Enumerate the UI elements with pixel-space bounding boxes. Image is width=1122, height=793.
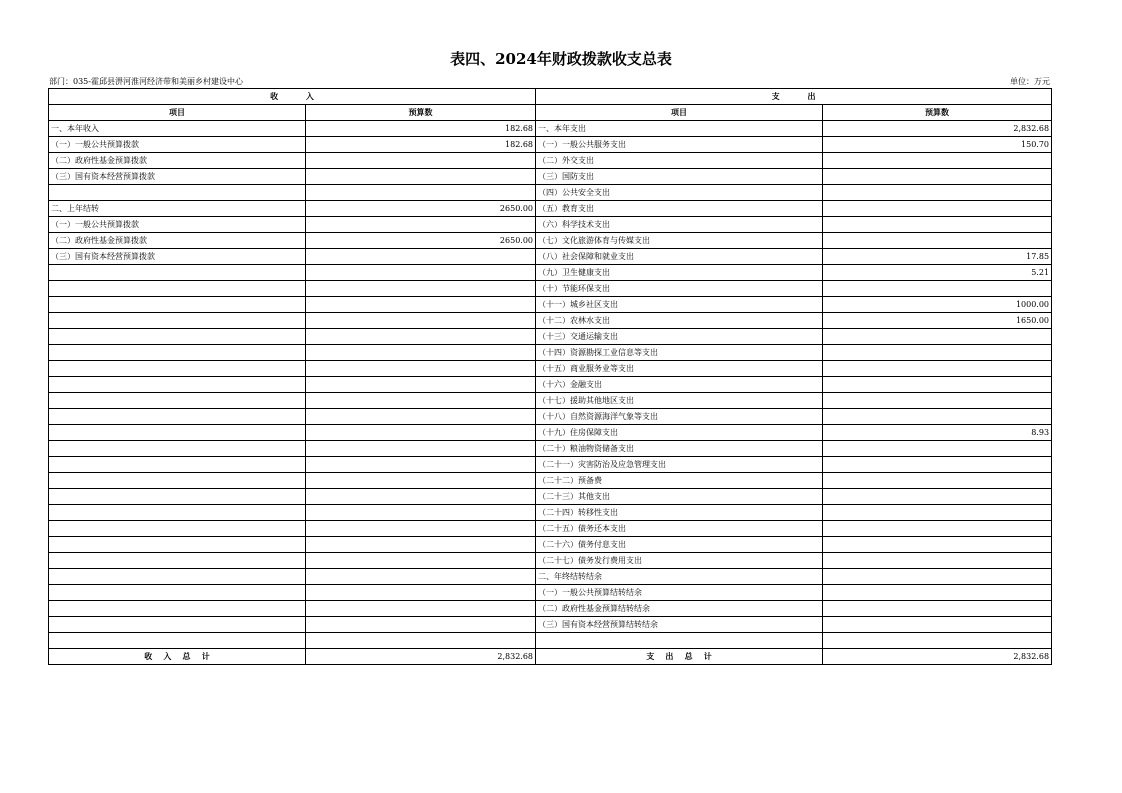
expense-budget-cell <box>823 569 1052 585</box>
income-budget-cell <box>306 537 536 553</box>
expense-section-header: 支 出 <box>536 89 1052 105</box>
expense-item-cell: （二十七）债务发行费用支出 <box>536 553 823 569</box>
expense-budget-cell <box>823 521 1052 537</box>
income-item-cell <box>49 505 306 521</box>
expense-budget-cell <box>823 233 1052 249</box>
expense-budget-cell <box>823 201 1052 217</box>
income-item-cell: （二）政府性基金预算拨款 <box>49 153 306 169</box>
table-row <box>49 233 1052 249</box>
expense-budget-cell <box>823 361 1052 377</box>
table-row <box>49 137 1052 153</box>
expense-total-value: 2,832.68 <box>823 649 1052 665</box>
expense-item-cell: （二）政府性基金预算结转结余 <box>536 601 823 617</box>
income-budget-cell: 2650.00 <box>306 233 536 249</box>
expense-item-cell: （一）一般公共预算结转结余 <box>536 585 823 601</box>
expense-item-cell: （七）文化旅游体育与传媒支出 <box>536 233 823 249</box>
income-item-cell <box>49 425 306 441</box>
expense-item-cell: （八）社会保障和就业支出 <box>536 249 823 265</box>
income-item-cell <box>49 377 306 393</box>
expense-item-cell: （十九）住房保障支出 <box>536 425 823 441</box>
table-row <box>49 553 1052 569</box>
expense-item-cell: （一）一般公共服务支出 <box>536 137 823 153</box>
expense-budget-cell <box>823 185 1052 201</box>
income-item-cell <box>49 297 306 313</box>
income-budget-cell <box>306 361 536 377</box>
income-item-cell <box>49 617 306 633</box>
expense-item-cell: （十六）金融支出 <box>536 377 823 393</box>
expense-budget-cell <box>823 153 1052 169</box>
income-item-cell <box>49 601 306 617</box>
expense-budget-cell <box>823 329 1052 345</box>
table-title: 表四、2024年财政拨款收支总表 <box>450 50 672 68</box>
expense-budget-cell <box>823 457 1052 473</box>
expense-item-cell: （二）外交支出 <box>536 153 823 169</box>
income-budget-cell <box>306 601 536 617</box>
expense-budget-cell <box>823 217 1052 233</box>
expense-item-cell: （二十）粮油物资储备支出 <box>536 441 823 457</box>
income-budget-cell <box>306 377 536 393</box>
expense-item-cell: （十一）城乡社区支出 <box>536 297 823 313</box>
expense-item-cell: （四）公共安全支出 <box>536 185 823 201</box>
table-row <box>49 457 1052 473</box>
income-budget-cell <box>306 441 536 457</box>
income-item-cell <box>49 345 306 361</box>
income-item-cell <box>49 361 306 377</box>
expense-budget-cell <box>823 169 1052 185</box>
expense-budget-header: 预算数 <box>823 105 1052 121</box>
expense-budget-cell <box>823 281 1052 297</box>
expense-item-cell: （十）节能环保支出 <box>536 281 823 297</box>
table-row <box>49 601 1052 617</box>
table-row <box>49 217 1052 233</box>
table-row <box>49 537 1052 553</box>
income-budget-cell <box>306 265 536 281</box>
income-item-cell <box>49 329 306 345</box>
expense-budget-cell: 2,832.68 <box>823 121 1052 137</box>
table-row <box>49 409 1052 425</box>
expense-item-cell: 一、本年支出 <box>536 121 823 137</box>
expense-item-cell: （二十四）转移性支出 <box>536 505 823 521</box>
income-item-cell <box>49 489 306 505</box>
table-row <box>49 281 1052 297</box>
table-row <box>49 185 1052 201</box>
income-budget-cell <box>306 169 536 185</box>
expense-item-cell: （五）教育支出 <box>536 201 823 217</box>
table-row <box>49 121 1052 137</box>
income-budget-cell <box>306 153 536 169</box>
income-item-cell <box>49 633 306 649</box>
income-item-cell: （一）一般公共预算拨款 <box>49 137 306 153</box>
expense-budget-cell <box>823 393 1052 409</box>
income-budget-header: 预算数 <box>306 105 536 121</box>
income-section-header: 收 入 <box>49 89 536 105</box>
expense-budget-cell: 1000.00 <box>823 297 1052 313</box>
income-item-cell: （三）国有资本经营预算拨款 <box>49 249 306 265</box>
table-meta <box>48 76 1050 88</box>
table-row <box>49 201 1052 217</box>
expense-item-cell: （二十一）灾害防治及应急管理支出 <box>536 457 823 473</box>
table-row <box>49 313 1052 329</box>
table-row <box>49 489 1052 505</box>
expense-item-cell: （二十二）预备费 <box>536 473 823 489</box>
table-row <box>49 297 1052 313</box>
income-item-cell <box>49 185 306 201</box>
income-budget-cell <box>306 217 536 233</box>
table-row <box>49 633 1052 649</box>
expense-budget-cell <box>823 409 1052 425</box>
income-budget-cell <box>306 185 536 201</box>
income-budget-cell: 182.68 <box>306 121 536 137</box>
expense-item-cell: （十七）援助其他地区支出 <box>536 393 823 409</box>
income-budget-cell <box>306 633 536 649</box>
income-budget-cell <box>306 297 536 313</box>
income-budget-cell <box>306 425 536 441</box>
income-budget-cell <box>306 457 536 473</box>
table-row <box>49 393 1052 409</box>
expense-budget-cell <box>823 617 1052 633</box>
income-budget-cell <box>306 345 536 361</box>
income-item-cell <box>49 553 306 569</box>
expense-item-cell: （十五）商业服务业等支出 <box>536 361 823 377</box>
income-budget-cell <box>306 393 536 409</box>
income-budget-cell <box>306 313 536 329</box>
expense-budget-cell <box>823 377 1052 393</box>
income-item-cell <box>49 265 306 281</box>
income-item-cell <box>49 441 306 457</box>
expense-item-cell: （二十六）债务付息支出 <box>536 537 823 553</box>
expense-budget-cell: 5.21 <box>823 265 1052 281</box>
income-item-cell <box>49 521 306 537</box>
income-item-cell: （二）政府性基金预算拨款 <box>49 233 306 249</box>
budget-table <box>48 88 1052 665</box>
income-budget-cell: 182.68 <box>306 137 536 153</box>
expense-item-cell: （九）卫生健康支出 <box>536 265 823 281</box>
expense-budget-cell: 150.70 <box>823 137 1052 153</box>
expense-item-cell: （二十三）其他支出 <box>536 489 823 505</box>
income-item-cell <box>49 537 306 553</box>
table-row <box>49 569 1052 585</box>
table-row <box>49 441 1052 457</box>
expense-item-cell: （三）国有资本经营预算结转结余 <box>536 617 823 633</box>
total-row <box>49 649 1052 665</box>
table-row <box>49 425 1052 441</box>
income-budget-cell <box>306 281 536 297</box>
income-budget-cell <box>306 585 536 601</box>
income-item-cell: 二、上年结转 <box>49 201 306 217</box>
table-row <box>49 169 1052 185</box>
table-row <box>49 361 1052 377</box>
expense-budget-cell <box>823 537 1052 553</box>
column-header-row <box>49 105 1052 121</box>
expense-budget-cell <box>823 505 1052 521</box>
expense-budget-cell: 8.93 <box>823 425 1052 441</box>
income-budget-cell <box>306 617 536 633</box>
table-row <box>49 377 1052 393</box>
expense-item-cell: （十八）自然资源海洋气象等支出 <box>536 409 823 425</box>
income-budget-cell <box>306 489 536 505</box>
table-row <box>49 329 1052 345</box>
table-row <box>49 585 1052 601</box>
expense-budget-cell <box>823 441 1052 457</box>
income-budget-cell <box>306 553 536 569</box>
income-item-cell: （三）国有资本经营预算拨款 <box>49 169 306 185</box>
expense-total-label: 支 出 总 计 <box>536 649 823 665</box>
expense-budget-cell <box>823 585 1052 601</box>
section-header-row <box>49 89 1052 105</box>
expense-budget-cell <box>823 633 1052 649</box>
income-item-cell: 一、本年收入 <box>49 121 306 137</box>
expense-item-cell: （十二）农林水支出 <box>536 313 823 329</box>
expense-budget-cell: 1650.00 <box>823 313 1052 329</box>
table-body <box>49 121 1052 649</box>
income-budget-cell: 2650.00 <box>306 201 536 217</box>
income-item-cell <box>49 281 306 297</box>
expense-item-cell <box>536 633 823 649</box>
table-row <box>49 473 1052 489</box>
expense-budget-cell: 17.85 <box>823 249 1052 265</box>
income-budget-cell <box>306 505 536 521</box>
income-item-cell <box>49 569 306 585</box>
table-row <box>49 617 1052 633</box>
income-budget-cell <box>306 569 536 585</box>
table-row <box>49 265 1052 281</box>
table-row <box>49 153 1052 169</box>
income-item-cell <box>49 409 306 425</box>
table-row <box>49 249 1052 265</box>
income-budget-cell <box>306 329 536 345</box>
income-budget-cell <box>306 409 536 425</box>
income-item-cell <box>49 473 306 489</box>
table-row <box>49 345 1052 361</box>
unit-label: 单位：万元 <box>1010 77 1050 86</box>
income-item-cell <box>49 457 306 473</box>
income-item-cell <box>49 393 306 409</box>
department-label: 部门：035-霍邱县淠河淮河经济带和美丽乡村建设中心 <box>49 77 243 86</box>
expense-budget-cell <box>823 601 1052 617</box>
income-item-cell <box>49 585 306 601</box>
expense-item-cell: 二、年终结转结余 <box>536 569 823 585</box>
income-budget-cell <box>306 249 536 265</box>
expense-item-cell: （十三）交通运输支出 <box>536 329 823 345</box>
income-total-label: 收 入 总 计 <box>49 649 306 665</box>
expense-item-cell: （六）科学技术支出 <box>536 217 823 233</box>
expense-item-cell: （二十五）债务还本支出 <box>536 521 823 537</box>
income-item-header: 项目 <box>49 105 306 121</box>
expense-item-cell: （三）国防支出 <box>536 169 823 185</box>
expense-budget-cell <box>823 489 1052 505</box>
table-row <box>49 521 1052 537</box>
expense-budget-cell <box>823 345 1052 361</box>
income-item-cell: （一）一般公共预算拨款 <box>49 217 306 233</box>
expense-budget-cell <box>823 553 1052 569</box>
income-budget-cell <box>306 473 536 489</box>
expense-item-header: 项目 <box>536 105 823 121</box>
expense-budget-cell <box>823 473 1052 489</box>
income-item-cell <box>49 313 306 329</box>
table-row <box>49 505 1052 521</box>
expense-item-cell: （十四）资源勘探工业信息等支出 <box>536 345 823 361</box>
income-budget-cell <box>306 521 536 537</box>
income-total-value: 2,832.68 <box>306 649 536 665</box>
